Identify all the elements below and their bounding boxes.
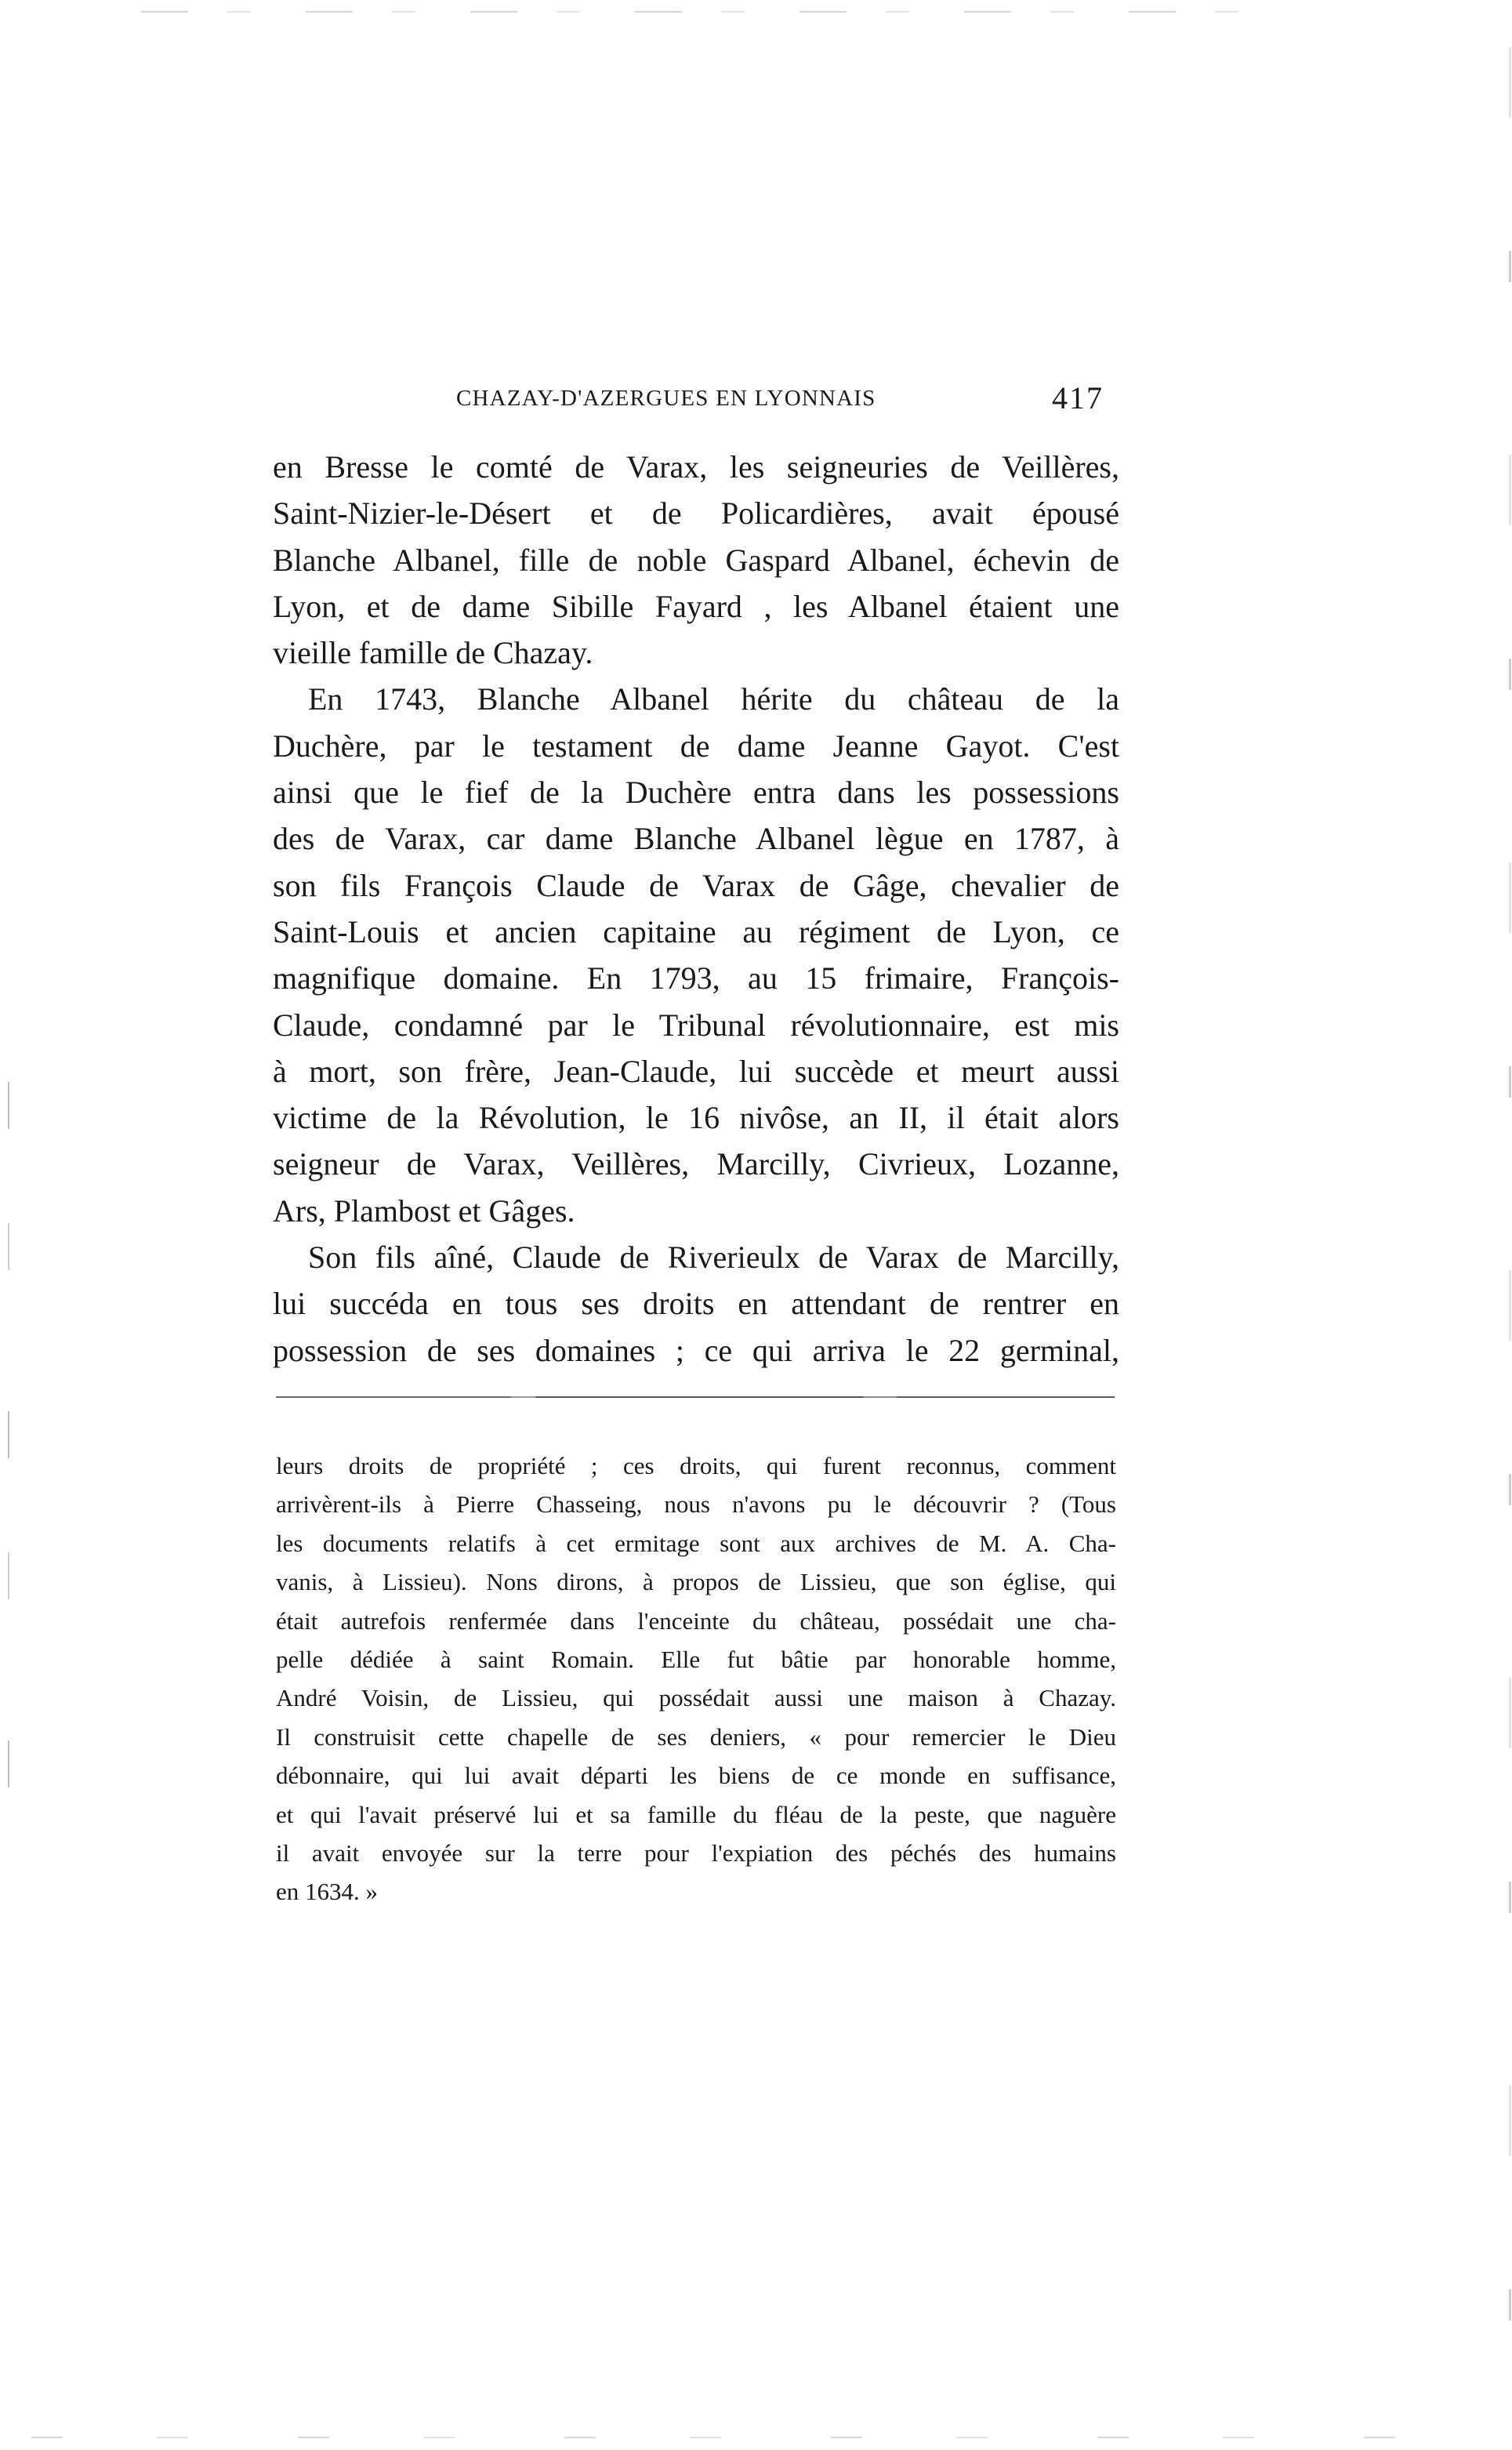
text-line: Son fils aîné, Claude de Riverieulx de Varax de Marcilly, <box>308 1240 1119 1276</box>
text-line: lui succéda en tous ses droits en attendant de rentrer en <box>273 1286 1119 1322</box>
text-line: Lyon, et de dame Sibille Fayard , les Albanel étaient une <box>273 588 1119 624</box>
text-line: seigneur de Varax, Veillères, Marcilly, Civrieux, Lozanne, <box>273 1146 1119 1182</box>
text-line: Saint-Nizier-le-Désert et de Policardières, avait épousé <box>273 495 1119 532</box>
text-line: Ars, Plambost et Gâges. <box>273 1192 575 1229</box>
footnote-line: il avait envoyée sur la terre pour l'expiation des péchés des humains <box>276 1838 1116 1867</box>
text-line: vieille famille de Chazay. <box>273 635 593 671</box>
text-line: à mort, son frère, Jean-Claude, lui succède et meurt aussi <box>273 1053 1119 1089</box>
scan-edge-top <box>141 11 1238 13</box>
text-line: Saint-Louis et ancien capitaine au régiment de Lyon, ce <box>273 913 1119 949</box>
footnote-line: en 1634. » <box>276 1878 379 1906</box>
scan-edge-bottom <box>31 2437 1489 2438</box>
text-line: des de Varax, car dame Blanche Albanel lègue en 1787, à <box>273 821 1119 857</box>
footnote <box>276 1446 1116 1911</box>
page-number: 417 <box>1052 380 1104 416</box>
scan-edge-left <box>8 1082 9 1788</box>
footnote-line: les documents relatifs à cet ermitage sont aux archives de M. A. Cha- <box>276 1529 1116 1557</box>
text-line: Duchère, par le testament de dame Jeanne Gayot. C'est <box>273 728 1119 764</box>
running-title: CHAZAY-D'AZERGUES EN LYONNAIS <box>456 386 876 411</box>
scan-edge-right <box>1509 47 1511 2399</box>
text-line: Blanche Albanel, fille de noble Gaspard Albanel, échevin de <box>273 542 1119 578</box>
footnote-line: était autrefois renfermée dans l'enceinte du château, possédait une cha- <box>276 1606 1116 1635</box>
main-text <box>273 444 1119 1374</box>
footnote-line: débonnaire, qui lui avait départi les biens de ce monde en suffisance, <box>276 1762 1116 1790</box>
text-line: son fils François Claude de Varax de Gâge, chevalier de <box>273 867 1119 903</box>
footnote-line: arrivèrent-ils à Pierre Chasseing, nous n'avons pu le découvrir ? (Tous <box>276 1490 1116 1519</box>
footnote-separator <box>276 1396 1115 1398</box>
footnote-line: André Voisin, de Lissieu, qui possédait aussi une maison à Chazay. <box>276 1684 1116 1712</box>
text-line: Claude, condamné par le Tribunal révolutionnaire, est mis <box>273 1007 1119 1043</box>
text-line: ainsi que le fief de la Duchère entra dans les possessions <box>273 775 1119 811</box>
footnote-line: pelle dédiée à saint Romain. Elle fut bâtie par honorable homme, <box>276 1645 1116 1673</box>
footnote-line: et qui l'avait préservé lui et sa famille du fléau de la peste, que naguère <box>276 1800 1116 1828</box>
text-line: victime de la Révolution, le 16 nivôse, an II, il était alors <box>273 1100 1119 1136</box>
text-line: possession de ses domaines ; ce qui arriva le 22 germinal, <box>273 1332 1119 1368</box>
footnote-line: Il construisit cette chapelle de ses deniers, « pour remercier le Dieu <box>276 1722 1116 1751</box>
text-line: En 1743, Blanche Albanel hérite du château de la <box>308 681 1119 717</box>
footnote-line: vanis, à Lissieu). Nons dirons, à propos de Lissieu, que son église, qui <box>276 1568 1116 1596</box>
footnote-line: leurs droits de propriété ; ces droits, qui furent reconnus, comment <box>276 1452 1116 1479</box>
text-line: en Bresse le comté de Varax, les seigneuries de Veillères, <box>273 449 1119 485</box>
text-line: magnifique domaine. En 1793, au 15 frimaire, François- <box>273 960 1119 996</box>
